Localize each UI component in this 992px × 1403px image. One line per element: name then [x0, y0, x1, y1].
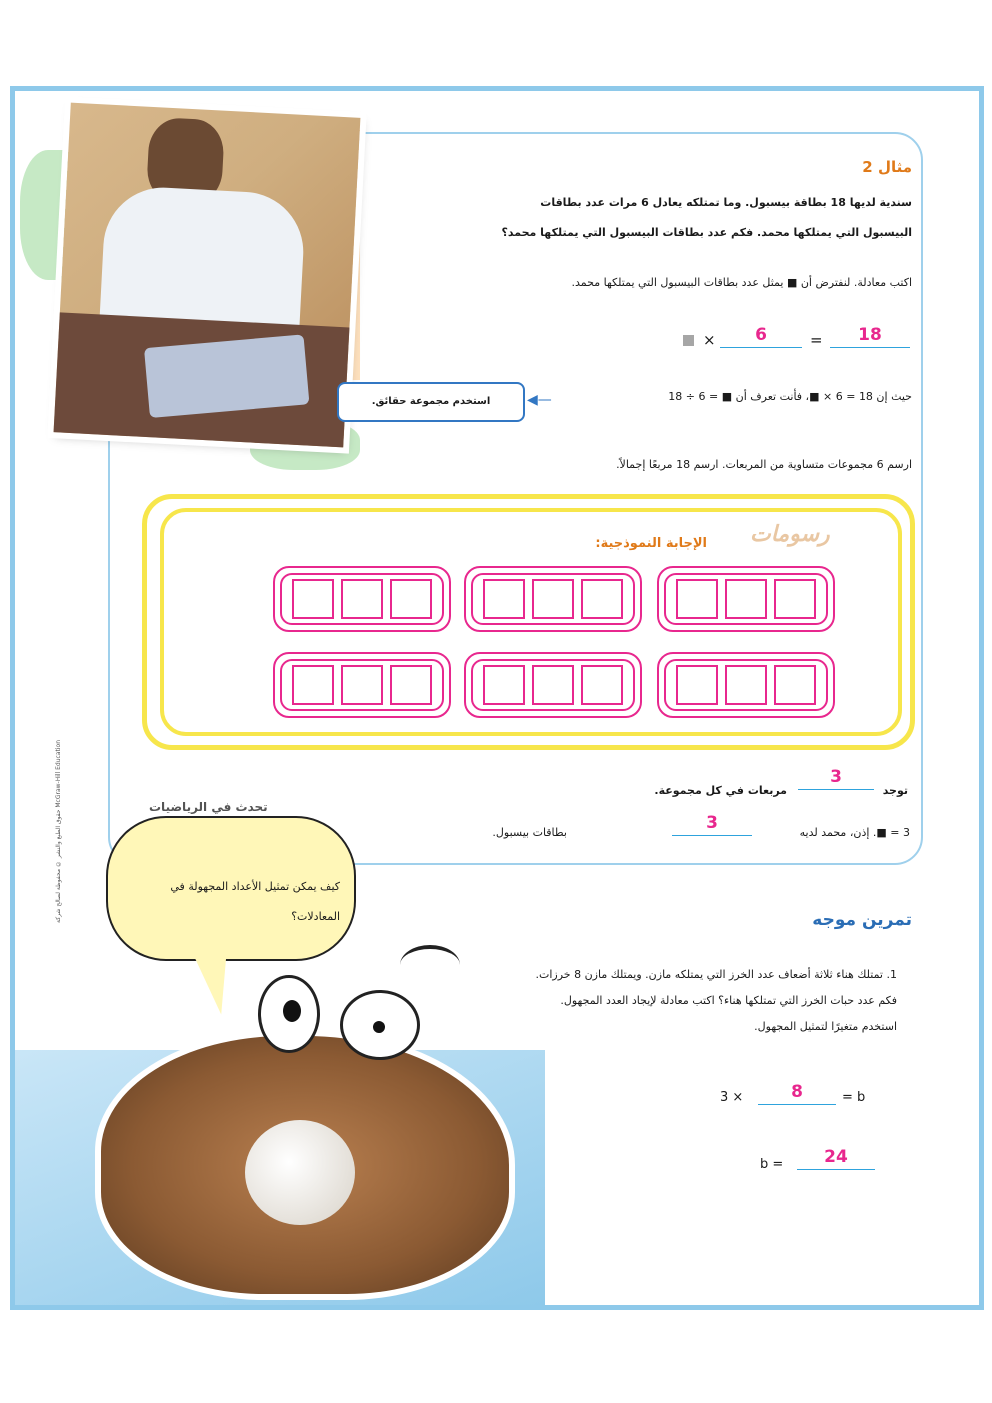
square: [676, 665, 718, 705]
step3-text: ارسم 6 مجموعات متساوية من المربعات. ارسم 18 مربعًا إجمالاً.: [616, 458, 912, 471]
square: [292, 665, 334, 705]
result1-after: مربعات في كل مجموعة.: [654, 784, 787, 797]
square-group: [464, 652, 642, 718]
result2-before: 3 = ■. إذن، محمد لديه: [799, 826, 910, 839]
square: [725, 665, 767, 705]
problem-text: سندية لديها 18 بطاقة بيسبول. وما تمتلكه يعادل 6 مرات عدد بطاقات البيسبول التي يمتلكها محمد. فكم عدد بطاقات البيسبول التي يمتلكها محمد؟: [501, 196, 912, 239]
draw-label: رسومات: [750, 522, 830, 547]
eq-a-right: = b: [842, 1090, 866, 1105]
square: [774, 579, 816, 619]
hint-box: استخدم مجموعة حقائق.: [337, 382, 525, 422]
result2-after: بطاقات بيسبول.: [492, 826, 567, 839]
times-sign: ×: [703, 331, 716, 349]
product-answer: 18: [830, 326, 910, 348]
square-group: [273, 566, 451, 632]
square-group: [657, 652, 835, 718]
square-group: [464, 566, 642, 632]
square: [341, 665, 383, 705]
result1-before: توجد: [882, 784, 908, 797]
square: [483, 665, 525, 705]
guided-practice-title: تمرين موجه: [812, 910, 912, 930]
factor-answer: 6: [720, 326, 802, 348]
square: [581, 579, 623, 619]
example-title: مثال 2: [862, 158, 912, 176]
eq-b-left: b =: [760, 1157, 784, 1172]
talk-math-label: تحدث في الرياضيات: [145, 800, 272, 814]
square: [390, 665, 432, 705]
bubble-question: كيف يمكن تمثيل الأعداد المجهولة في المعادلات؟: [170, 880, 340, 923]
step1-text: اكتب معادلة. لنفترض أن ■ يمثل عدد بطاقات البيسبول التي يمتلكها محمد.: [571, 276, 912, 289]
square: [390, 579, 432, 619]
square: [676, 579, 718, 619]
photo-cards: [144, 334, 309, 418]
step2-text: حيث إن 18 = 6 × ■، فأنت تعرف أن ■ = 6 ÷ 18: [668, 390, 912, 403]
hint-arrow-icon: ◀—: [527, 392, 552, 408]
model-answer-title: الإجابة النموذجية:: [595, 536, 707, 551]
eq-a-answer: 8: [758, 1083, 836, 1105]
square: [532, 665, 574, 705]
eyebrow-icon: [400, 945, 460, 985]
boy-with-cards-photo: [54, 103, 361, 448]
square: [341, 579, 383, 619]
equals-sign: =: [810, 331, 823, 349]
square: [483, 579, 525, 619]
question-1-text: 1. تمتلك هناء ثلاثة أضعاف عدد الخرز التي يمتلكه مازن. ويمتلك مازن 8 خرزات. فكم عدد حبات الخرز التي تمتلكها هناء؟ اكتب معادلة لإيجاد العدد المجهول. استخدم متغيرًا لتمثيل المجهول.: [535, 968, 897, 1033]
copyright-text: حقوق الطبع والنشر © محفوظة لصالح شركة McGraw-Hill Education: [55, 740, 62, 923]
square: [581, 665, 623, 705]
square-group: [657, 566, 835, 632]
eq-a-left: 3 ×: [720, 1090, 744, 1105]
square: [725, 579, 767, 619]
square: [774, 665, 816, 705]
square: [292, 579, 334, 619]
square: [532, 579, 574, 619]
copyright-sidebar: [55, 740, 67, 1050]
eq-b-answer: 24: [797, 1148, 875, 1170]
result1-answer: 3: [798, 768, 874, 790]
right-eye-icon: [340, 990, 420, 1060]
baseball-image: [245, 1120, 355, 1225]
square-group: [273, 652, 451, 718]
unknown-square: [683, 331, 694, 349]
left-eye-icon: [258, 975, 320, 1053]
result2-answer: 3: [672, 814, 752, 836]
